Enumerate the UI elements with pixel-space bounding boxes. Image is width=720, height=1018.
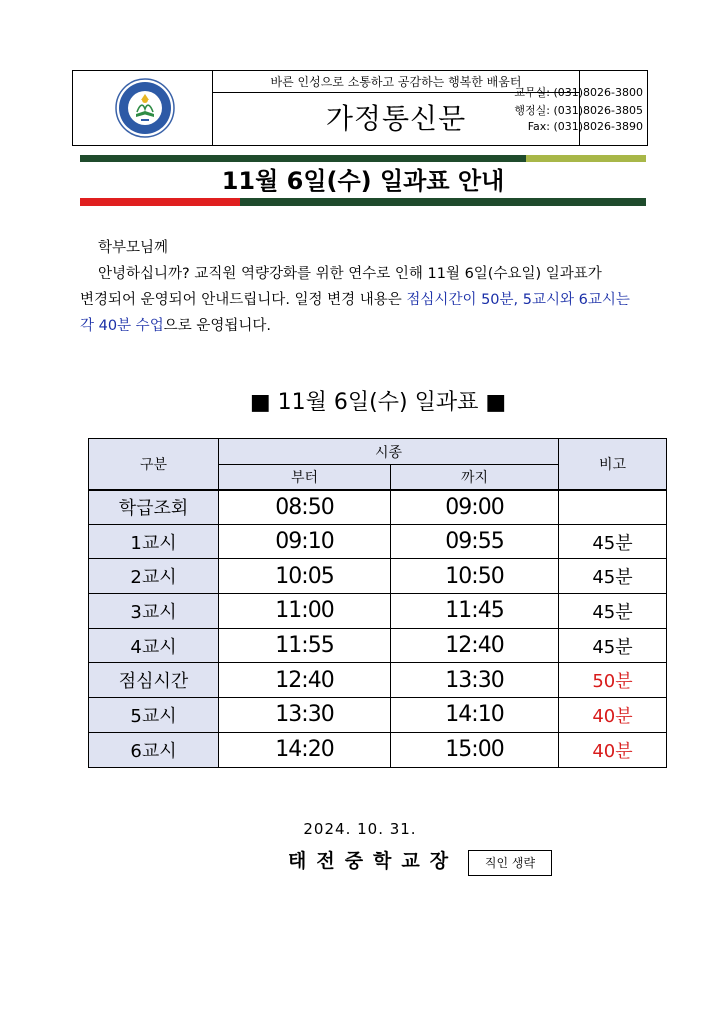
seal-omitted-box: 직인 생략 [468, 850, 552, 876]
duration-note [559, 490, 667, 525]
logo-cell [73, 71, 213, 145]
letter-header [72, 70, 648, 146]
document-title: 가정통신문 [325, 102, 467, 135]
bottom-bar-dark-green [240, 198, 646, 206]
end-time: 10:50 [391, 559, 559, 594]
end-time: 12:40 [391, 628, 559, 663]
start-time: 08:50 [219, 490, 391, 525]
end-time: 14:10 [391, 698, 559, 733]
period-label: 4교시 [89, 628, 219, 663]
issue-date: 2024. 10. 31. [303, 820, 417, 838]
body-line-3-highlight: 각 40분 수업 [80, 318, 164, 334]
period-label: 학급조회 [89, 490, 219, 525]
period-label: 3교시 [89, 594, 219, 629]
period-label: 점심시간 [89, 663, 219, 698]
table-row [89, 559, 667, 594]
header-category: 구분 [89, 439, 219, 490]
duration-note: 45분 [559, 628, 667, 663]
duration-note: 45분 [559, 524, 667, 559]
contact-office: 교무실: (031)8026-3800 [514, 86, 643, 99]
table-row [89, 524, 667, 559]
period-label: 6교시 [89, 732, 219, 767]
duration-note: 40분 [559, 732, 667, 767]
table-row [89, 490, 667, 525]
header-time: 시종 [219, 439, 559, 465]
top-bar-light-green [526, 155, 646, 162]
table-row [89, 698, 667, 733]
duration-note: 50분 [559, 663, 667, 698]
start-time: 13:30 [219, 698, 391, 733]
body-line-1: 안녕하십니까? 교직원 역량강화를 위한 연수로 인해 11월 6일(수요일) 일과표가 [98, 266, 602, 282]
schedule-title: ■ 11월 6일(수) 일과표 ■ [249, 390, 507, 415]
duration-note: 40분 [559, 698, 667, 733]
contact-fax: Fax: (031)8026-3890 [527, 120, 643, 133]
start-time: 11:00 [219, 594, 391, 629]
duration-note: 45분 [559, 594, 667, 629]
table-row [89, 628, 667, 663]
period-label: 5교시 [89, 698, 219, 733]
start-time: 11:55 [219, 628, 391, 663]
top-bar-dark-green [80, 155, 526, 162]
school-slogan: 바른 인성으로 소통하고 공감하는 행복한 배움터 [213, 71, 579, 93]
school-emblem-icon [115, 78, 175, 138]
start-time: 12:40 [219, 663, 391, 698]
body-line-3 [80, 314, 660, 338]
contact-cell [514, 71, 647, 145]
end-time: 09:55 [391, 524, 559, 559]
end-time: 09:00 [391, 490, 559, 525]
end-time: 13:30 [391, 663, 559, 698]
body-line-2-text: 변경되어 운영되어 안내드립니다. 일정 변경 내용은 [80, 292, 407, 308]
notice-title: 11월 6일(수) 일과표 안내 [221, 167, 505, 195]
table-row [89, 663, 667, 698]
start-time: 09:10 [219, 524, 391, 559]
schedule-table [88, 438, 667, 768]
body-line-2-highlight: 점심시간이 50분, 5교시와 6교시는 [406, 292, 630, 308]
period-label: 2교시 [89, 559, 219, 594]
table-row [89, 732, 667, 767]
header-note: 비고 [559, 439, 667, 490]
end-time: 11:45 [391, 594, 559, 629]
duration-note: 45분 [559, 559, 667, 594]
period-label: 1교시 [89, 524, 219, 559]
principal-signature: 태전중학교장 [288, 850, 459, 872]
header-from: 부터 [219, 465, 391, 490]
body-line-2 [80, 288, 660, 312]
body-line-3-text: 으로 운영됩니다. [163, 318, 271, 334]
header-to: 까지 [391, 465, 559, 490]
greeting: 학부모님께 [98, 240, 169, 256]
start-time: 10:05 [219, 559, 391, 594]
end-time: 15:00 [391, 732, 559, 767]
start-time: 14:20 [219, 732, 391, 767]
bottom-bar-red [80, 198, 240, 206]
table-row [89, 594, 667, 629]
contact-admin: 행정실: (031)8026-3805 [514, 104, 643, 117]
